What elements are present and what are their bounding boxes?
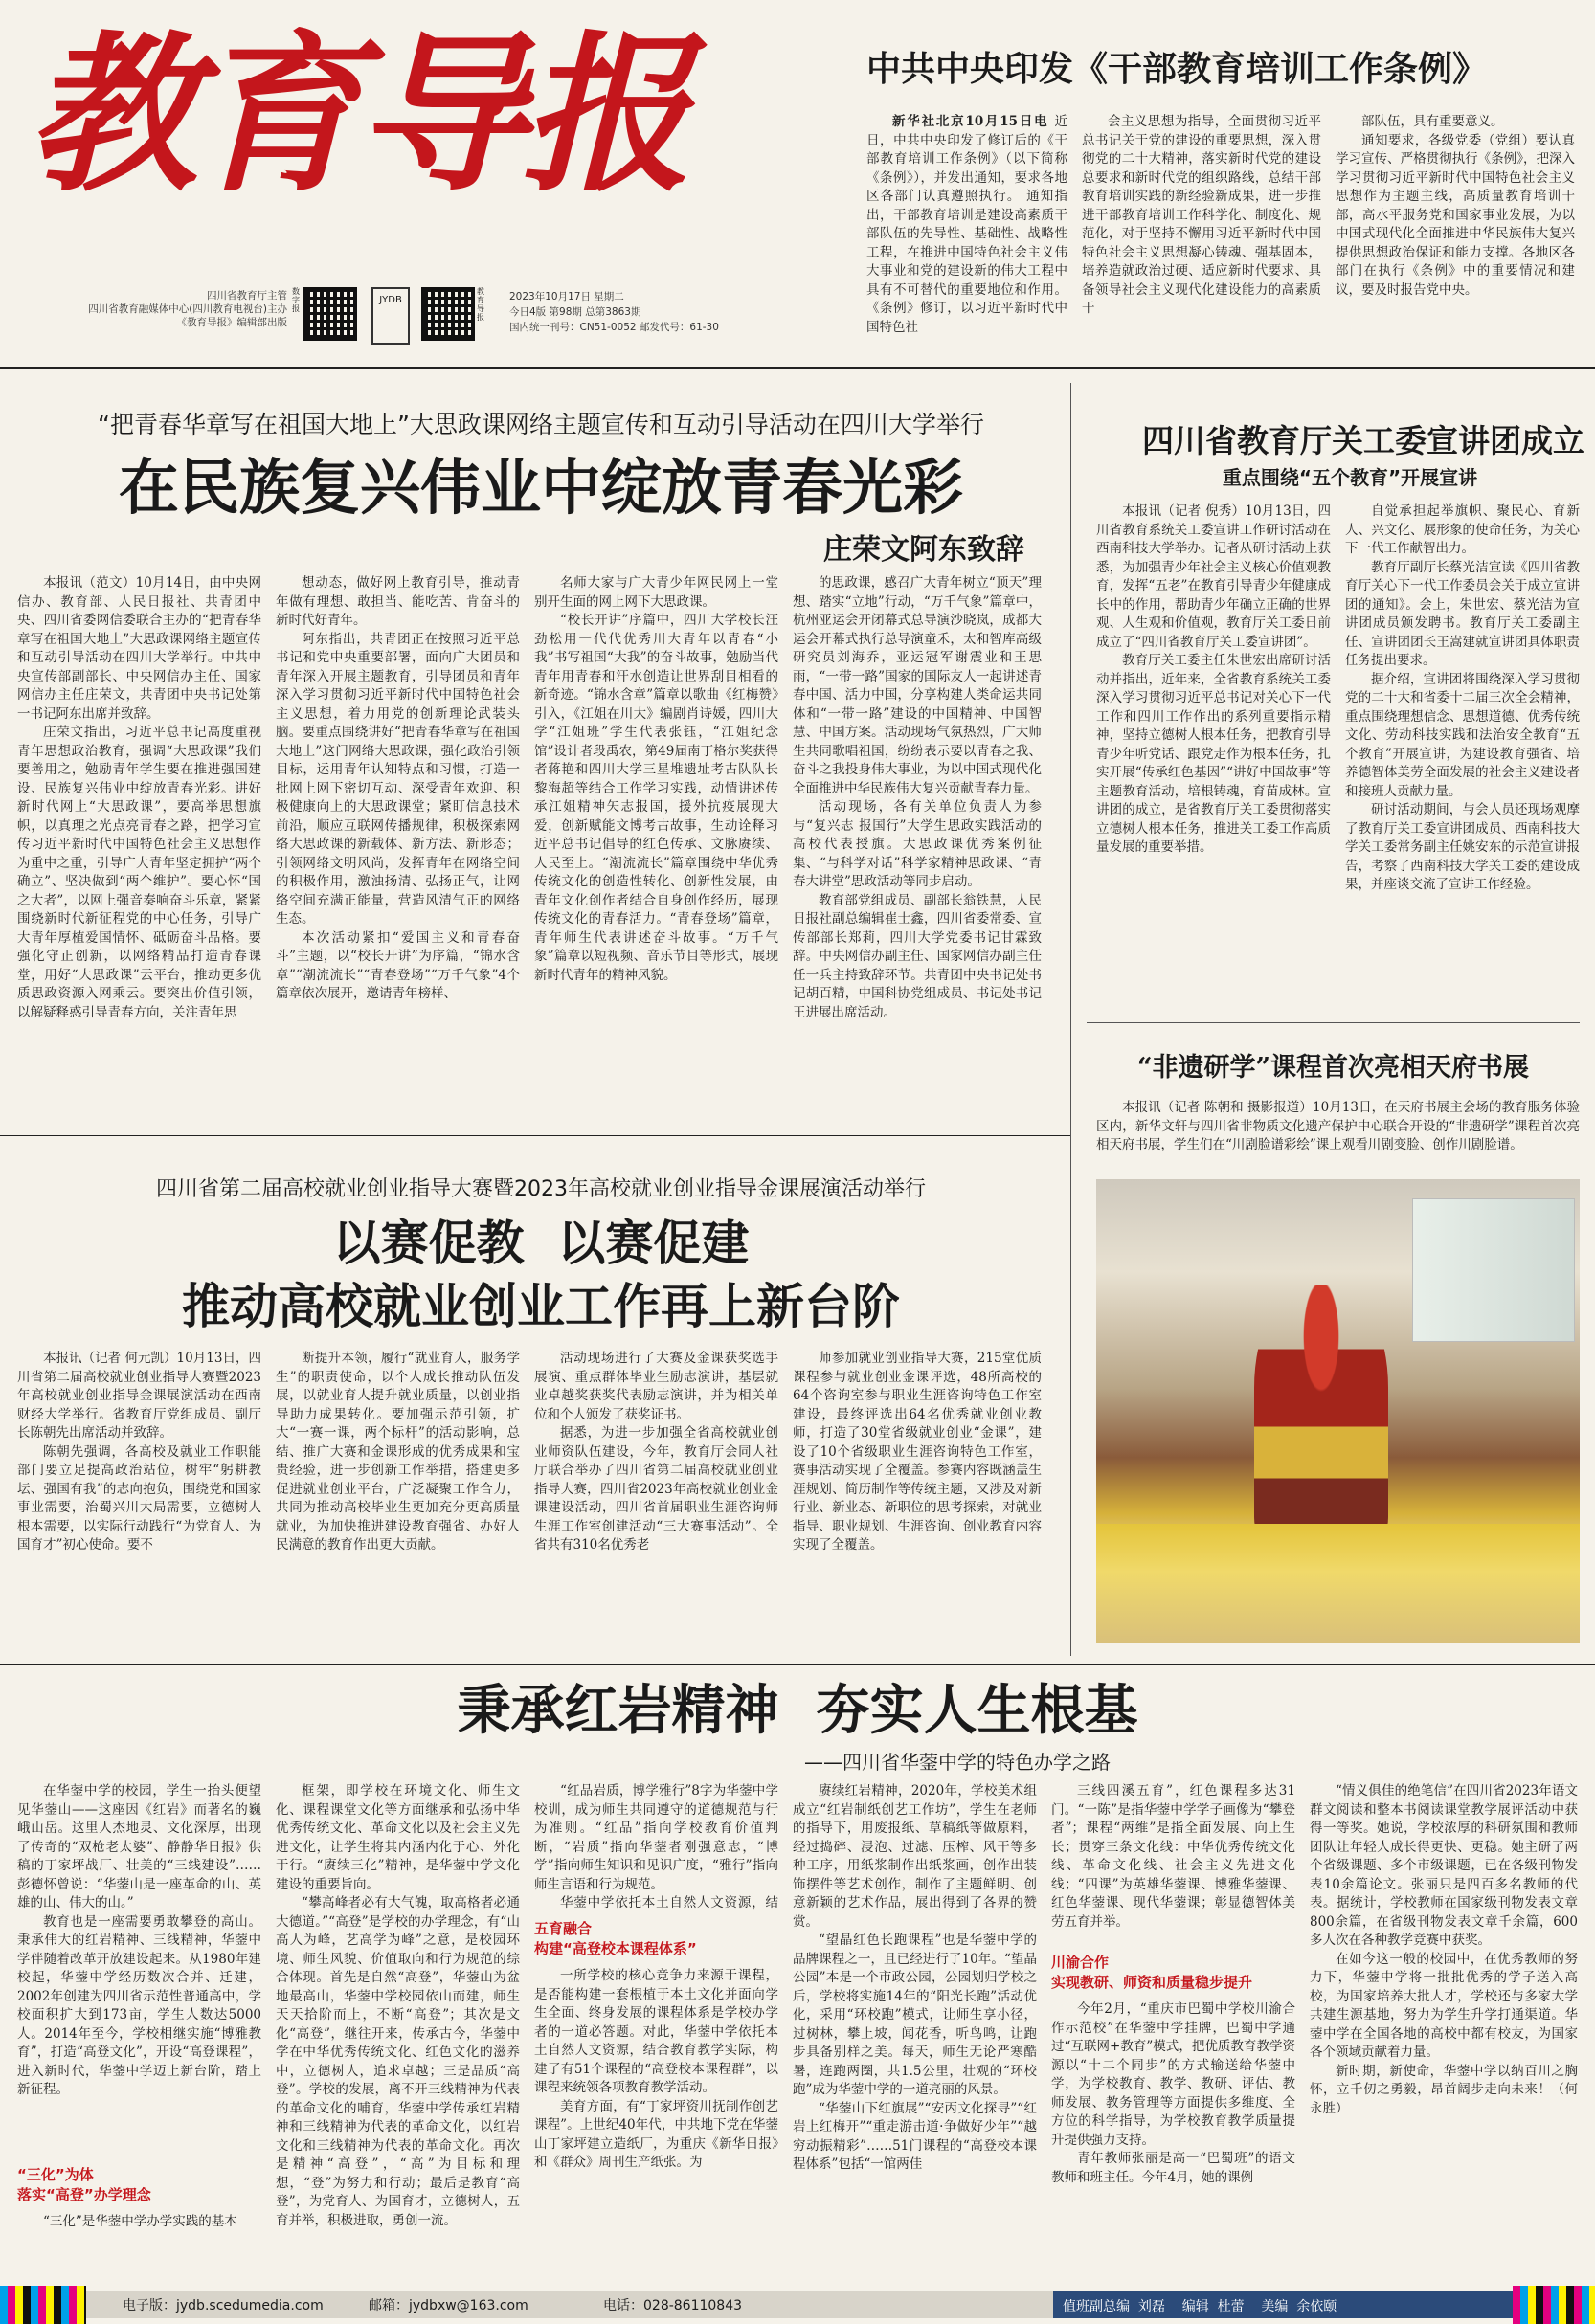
issue-number: 今日4版 第98期 总第3863期 bbox=[509, 306, 641, 318]
story5-col4 bbox=[793, 1350, 1042, 1646]
story2-text: 名师大家与广大青少年网民网上一堂别开生面的网上网下大思政课。 “校长开讲”序篇中，四川大学校长汪劲松用一代代优秀川大青年以青春“小我”书写祖国“大我”的奋斗故事，勉励当代青年用青春和汗水创造让世界刮目相看的新奇迹。“锦水含章”篇章以歌曲《红梅赞》引入，《江姐在川大》编剧肖诗媛，四川大学“江姐班”学生代表张钰，“江姐纪念馆”设计者段禹农，第49届南丁格尔奖获得者蒋艳和四川大学三星堆遗址考古队队长黎海超等结合工作学习实践，动情讲述传承江姐精神矢志报国，援外抗疫展现大爱，创新赋能文博考古故事，生动诠释习近平总书记倡导的红色传承、文脉赓续、人民至上。“潮流流长”篇章围绕中华优秀传统文化的创造性转化、创新性发展，由青年文化创作者结合自身创作经历，展现传统文化的青春活力。“青春登场”篇章，青年师生代表讲述奋斗故事。“万千气象”篇章以短视频、音乐节目等形式，展现新时代青年的精神风貌。 bbox=[534, 575, 778, 983]
qr-label: 数字报 bbox=[292, 287, 300, 313]
divider bbox=[0, 1135, 1070, 1136]
story4-photo bbox=[1096, 1179, 1580, 1643]
story5-col2 bbox=[276, 1350, 520, 1646]
story5-headline-line2: 推动高校就业创业工作再上新台阶 bbox=[182, 1278, 900, 1334]
qr-code-digital[interactable] bbox=[292, 287, 359, 345]
story1-col3 bbox=[1336, 113, 1575, 343]
qr-icon bbox=[303, 287, 357, 341]
sponsor-line: 四川省教育融媒体中心(四川教育电视台)主办 bbox=[88, 303, 287, 315]
story2-subhead: 庄荣文阿东致辞 bbox=[823, 533, 1024, 567]
story6-text: “红品岩质，博学雅行”8字为华蓥中学校训，成为师生共同遵守的道德规范与行为准则。“红品”指向学校教育价值判断，“岩质”指向华蓥者刚强意志，“博学”指向师生知识和见识广度，“雅行”指向师生言语和行为规范。 华蓥中学依托本土自然人文资源，结 bbox=[534, 1783, 778, 1911]
story5-text: 师参加就业创业指导大赛，215堂优质课程参与就业创业金课评选，48所高校的64个咨询室参与职业生涯咨询特色工作室建设，最终评选出64名优秀就业创业教师，打造了30堂省级就业创业“金课”，建设了10个省级职业生涯咨询特色工作室，赛事活动实现了全覆盖。参赛内容既涵盖生涯规划、简历制作等传统主题，又涉及对新行业、新业态、新职位的思考探索，对就业指导、职业规划、生涯咨询、创业教育内容实现了全覆盖。 bbox=[793, 1351, 1042, 1553]
story6-subhead: ——四川省华蓥中学的特色办学之路 bbox=[804, 1751, 1111, 1774]
story1-text: 部队伍，具有重要意义。 通知要求，各级党委（党组）要认真学习宣传、严格贯彻执行《条例》，把深入学习贯彻习近平新时代中国特色社会主义思想作为主题主线，高质量教育培训干部，高水平服务党和国家事业发展，为以中国式现代化全面推进中华民族伟大复兴提供思想政治保证和能力支撑。各地区各部门在执行《条例》中的重要情况和建议，要及时报告党中央。 bbox=[1336, 114, 1575, 298]
issue-info bbox=[509, 289, 749, 335]
story6-col3 bbox=[534, 1782, 778, 2280]
story3-col1 bbox=[1096, 503, 1331, 1005]
vertical-divider bbox=[1070, 383, 1071, 1656]
qr-label: 教育导报 bbox=[477, 287, 484, 322]
story3-text: 自觉承担起举旗帜、聚民心、育新人、兴文化、展形象的使命任务，为关心下一代工作献智出力。 教育厅副厅长蔡光洁宣读《四川省教育厅关心下一代工作委员会关于成立宣讲团的通知》。会上，朱世宏、蔡光洁为宣讲团成员颁发聘书。教育厅关工委副主任、宣讲团团长王嵩建就宣讲团具体职责任务提出要求。 据介绍，宣讲团将围绕深入学习贯彻党的二十大和省委十二届三次全会精神，重点围绕理想信念、思想道德、优秀传统文化、劳动科技实践和法治安全教育“五个教育”开展宣讲，为建设教育强省、培养德智体美劳全面发展的社会主义建设者和接班人贡献力量。 研讨活动期间，与会人员还现场观摩了教育厅关工委宣讲团成员、西南科技大学关工委常务副主任姚安东的示范宣讲报告，考察了西南科技大学关工委的建设成果，并座谈交流了宣讲工作经验。 bbox=[1345, 503, 1580, 892]
story3-subhead: 重点围绕“五个教育”开展宣讲 bbox=[1222, 466, 1478, 489]
story3-col2 bbox=[1345, 503, 1580, 1005]
footer-staff: 值班副总编 刘磊 编辑 杜蕾 美编 余依颐 bbox=[1053, 2291, 1513, 2318]
issue-date: 2023年10月17日 星期二 bbox=[509, 291, 624, 302]
divider bbox=[1087, 1022, 1580, 1023]
story1-text: 会主义思想为指导，全面贯彻习近平总书记关于党的建设的重要思想，深入贯彻党的二十大精神，落实新时代党的建设总要求和新时代党的组织路线，总结干部教育培训实践的新经验新成果，进一步推进干部教育培训工作科学化、制度化、规范化，对于坚持不懈用习近平新时代中国特色社会主义思想凝心铸魂、强基固本，培养造就政治过硬、适应新时代要求、具备领导社会主义现代化建设能力的高素质干 bbox=[1082, 114, 1321, 316]
story4-lead bbox=[1096, 1099, 1580, 1173]
story5-text: 本报讯（记者 何元凯）10月13日，四川省第二届高校就业创业指导大赛暨2023年高校就业创业指导金课展演活动在西南财经大学举行。省教育厅党组成员、副厅长陈朝先出席活动并致辞。 陈朝先强调，各高校及就业工作职能部门要立足提高政治站位，树牢“躬耕教坛、强国有我”的志向抱负，围绕党和国家事业需要，治蜀兴川大局需要，立德树人根本需要，以实际行动践行“为党育人、为国育才”初心使命。要不 bbox=[17, 1351, 261, 1553]
story5-kicker: 四川省第二届高校就业创业指导大赛暨2023年高校就业创业指导金课展演活动举行 bbox=[156, 1177, 926, 1201]
divider bbox=[0, 1664, 1595, 1665]
story2-kicker: “把青春华章写在祖国大地上”大思政课网络主题宣传和互动引导活动在四川大学举行 bbox=[98, 411, 984, 438]
story2-text: 的思政课，感召广大青年树立“顶天”理想、踏实“立地”行动，“万千气象”篇章中，杭州亚运会开闭幕式总导演沙晓岚，成都大运会开幕式执行总导演童禾，太和智库高级研究员刘海乔，亚运冠军谢震业和王思雨，“一带一路”国家的国际友人一起讲述青春中国、活力中国，分享构建人类命运共同体和“一带一路”建设的中国精神、中国智慧、中国方案。活动现场气氛热烈，广大师生共同歌唱祖国，纷纷表示要以青春之我、奋斗之我投身伟大事业，为以中国式现代化全面推进中华民族伟大复兴贡献青春力量。 活动现场，各有关单位负责人为参与“复兴志 报国行”大学生思政实践活动的高校代表授旗。大思政课优秀案例征集、“与科学对话”科学家精神思政课、“青春大讲堂”思政活动等同步启动。 教育部党组成员、副部长翁铁慧，人民日报社副总编辑崔士鑫，四川省委常委、宣传部部长郑莉，四川大学党委书记甘霖致辞。中央网信办副主任、国家网信办副主任任一兵主持致辞环节。共青团中央书记处书记胡百精，中国科协党组成员、书记处书记王进展出席活动。 bbox=[793, 575, 1042, 1020]
masthead-sponsor bbox=[38, 289, 287, 329]
story6-text: “情义俱佳的绝笔信”在四川省2023年语文群文阅读和整本书阅读课堂教学展评活动中获得一等奖。她说，学校浓厚的科研氛围和教师团队让年轻人成长得更快、更稳。她主研了两个省级课题、多个市级课题，已在各级刊物发表10余篇论文。张丽只是四百多名教师的代表。据统计，学校教师在国家级刊物发表文章800余篇，在省级刊物发表文章千余篇，600多人次在各种教学竞赛中获奖。 在如今这一般的校园中，在优秀教师的努力下，华蓥中学将一批批优秀的学子送入高校，为国家培养大批人才，学校还与多家大学共建生源基地，努力为学生升学打通渠道。华蓥中学在全国各地的高校中都有校友，为国家各个领域贡献着力量。 新时期，新使命，华蓥中学以纳百川之胸怀，立千仞之勇毅，昂首阔步走向未来！（何永胜） bbox=[1310, 1783, 1578, 2116]
story2-col2 bbox=[276, 574, 520, 1129]
divider bbox=[0, 367, 1595, 369]
story2-col3 bbox=[534, 574, 778, 1129]
story2-text: 想动态，做好网上教育引导，推动青年做有理想、敢担当、能吃苦、肯奋斗的新时代好青年。 阿东指出，共青团正在按照习近平总书记和党中央重要部署，面向广大团员和青年深入开展主题教育，引导团员和青年深入学习贯彻习近平新时代中国特色社会主义思想，着力用党的创新理论武装头脑。要重点围绕讲好“把青春华章写在祖国大地上”这门网络大思政课，强化政治引领目标，运用青年认知特点和习惯，打造一批网上网下密切互动、深受青年欢迎、积极健康向上的大思政课堂；紧盯信息技术前沿，顺应互联网传播规律，积极探索网络大思政课的新载体、新方法、新形态；引领网络文明风尚，发挥青年在网络空间的积极作用，激浊扬清、弘扬正气，让网络空间充满正能量，营造风清气正的网络生态。 本次活动紧扣“爱国主义和青春奋斗”主题，以“校长开讲”为序篇，“锦水含章”“潮流流长”“青春登场”“万千气象”4个篇章依次展开，邀请青年榜样、 bbox=[276, 575, 520, 1001]
footer-phone: 电话：028-86110843 bbox=[603, 2298, 743, 2313]
story6-col1 bbox=[17, 1782, 261, 2280]
story5-col3 bbox=[534, 1350, 778, 1646]
issue-registration: 国内统一刊号：CN51-0052 邮发代号：61-30 bbox=[509, 322, 719, 333]
sponsor-line: 四川省教育厅主管 bbox=[207, 290, 287, 302]
story5-text: 断提升本领，履行“就业育人，服务学生”的职责使命，以个人成长推动队伍发展，以就业育人提升就业质量，以创业指导助力成果转化。要加强示范引领，扩大“一赛一课，两个标杆”的活动影响，总结、推广大赛和金课形成的优秀成果和宝贵经验，进一步创新工作举措，搭建更多促进就业创业平台，广泛凝聚工作合力，共同为推动高校毕业生更加充分更高质量就业，为加快推进建设教育强省、办好人民满意的教育作出更大贡献。 bbox=[276, 1351, 520, 1553]
story6-text: 一所学校的核心竞争力来源于课程，是否能构建一套根植于本土文化并面向学生全面、终身发展的课程体系是学校办学者的一道必答题。对此，华蓥中学依托本土自然人文资源，结合教育教学实际，构建了有51个课程的“高登校本课程群”，以课程来统领各项教育教学活动。 美育方面，有“丁家坪资川抚制作创艺课程”。上世纪40年代，中共地下党在华蓥山丁家坪建立造纸厂，为重庆《新华日报》和《群众》周刊生产纸张。为 bbox=[534, 1968, 778, 2170]
footer bbox=[0, 2286, 1595, 2324]
story5-text: 活动现场进行了大赛及金课获奖选手展演、重点群体毕业生励志演讲，基层就业卓越奖获奖代表励志演讲，并为相关单位和个人颁发了获奖证书。 据悉，为进一步加强全省高校就业创业师资队伍建设，今年，教育厅会同人社厅联合举办了四川省第二届高校就业创业指导大赛，四川省2023年高校就业创业金课建设活动，四川省首届职业生涯咨询师生涯工作室创建活动“三大赛事活动”。全省共有310名优秀老 bbox=[534, 1351, 778, 1553]
story2-col4 bbox=[793, 574, 1042, 1129]
story6-col1-subhead: “三化”为体 落实“高登”办学理念 bbox=[17, 2166, 151, 2203]
story1-headline: 中共中央印发《干部教育培训工作条例》 bbox=[866, 49, 1488, 89]
story4-headline: “非遗研学”课程首次亮相天府书展 bbox=[1136, 1053, 1530, 1083]
story5-headline-line1: 以赛促教 以赛促建 bbox=[332, 1215, 750, 1271]
story6-text: 三线四溪五育”，红色课程多达31门。“一陈”是指华蓥中学学子画像为“攀登者”；课程“两维”是指全面发展、向上生长；贯穿三条文化线：中华优秀传统文化线、革命文化线、社会主义先进文化线；“四课”为英雄华蓥课、博雅华蓥课、红色华蓥课、现代华蓥课；彰显德智体美劳五育并举。 bbox=[1051, 1783, 1295, 1930]
story2-text: 本报讯（范文）10月14日，由中央网信办、教育部、人民日报社、共青团中央、四川省委网信委联合主办的“把青春华章写在祖国大地上”大思政课网络主题宣传和互动引导活动在四川大学举行。中共中央宣传部副部长、中央网信办主任、国家网信办主任庄荣文，共青团中央书记处第一书记阿东出席并致辞。 庄荣文指出，习近平总书记高度重视青年思想政治教育，强调“大思政课”我们要善用之，勉励青年学生要在推进强国建设、民族复兴伟业中绽放青春光彩。讲好新时代网上“大思政课”，要高举思想旗帜，以真理之光点亮青春之路，把学习宣传习近平新时代中国特色社会主义思想作为重中之重，引导广大青年坚定拥护“两个确立”、坚决做到“两个维护”。要心怀“国之大者”，以网上强音奏响奋斗乐章，紧紧围绕新时代新征程党的中心任务，引导广大青年厚植爱国情怀、砥砺奋斗品格。要强化守正创新，以网络精品打造青春课堂，用好“大思政课”云平台，推动更多优质思政资源入网乘云。要突出价值引领，以解疑释惑引导青春方向，关注青年思 bbox=[17, 575, 261, 1020]
students-group bbox=[1096, 1524, 1580, 1643]
story6-headline: 秉承红岩精神 夯实人生根基 bbox=[457, 1679, 1138, 1742]
performer-figure bbox=[1254, 1285, 1388, 1543]
story6-text: 框架，即学校在环境文化、师生文化、课程课堂文化等方面继承和弘扬中华优秀传统文化、革命文化以及社会主义先进文化，让学生将其内涵内化于心、外化于行。“赓续三化”精神，是华蓥中学文化建设的重要旨向。 “攀高峰者必有大气魄，取高格者必通大德道。”“高登”是学校的办学理念，有“山高人为峰，艺高学为峰”之意，是校园环境、师生风貌、价值取向和行为规范的综合体现。首先是自然“高登”，华蓥山为盆地最高山，华蓥中学校园依山而建，师生天天拾阶而上，不断“高登”；其次是文化“高登”，继往开来，传承古今，华蓥中学在中华优秀传统文化、红色文化的滋养中，立德树人，追求卓越；三是品质“高登”。学校的发展，离不开三线精神为代表的革命文化的哺育，华蓥中学传承红岩精神和三线精神为代表的革命文化，以红岩文化和三线精神为代表的革命文化。再次是精神“高登”，“高”为目标和理想，“登”为努力和行动；最后是教育“高登”，为党育人、为国育才，立德树人，五育并举，积极进取，勇创一流。 bbox=[276, 1783, 520, 2228]
story6-col4 bbox=[793, 1782, 1037, 2280]
sponsor-line: 《教育导报》编辑部出版 bbox=[176, 317, 287, 328]
story6-text: 赓续红岩精神，2020年，学校美术组成立“红岩制纸创艺工作坊”，学生在老师的指导下，用废报纸、草稿纸等做原料，经过捣碎、浸泡、过滤、压榨、风干等多种工序，用纸浆制作出纸浆画，创作出装饰摆件等艺术创作，制作了主题鲜明、创意新颖的艺术作品，展出得到了各界的赞赏。 “望晶红色长跑课程”也是华蓥中学的品牌课程之一，且已经进行了10年。“望晶公园”本是一个市政公园，公园划归学校之后，学校将实施14年的“阳光长跑”活动优化，采用“环校跑”模式，让师生享小径，过树林，攀上坡，闻花香，听鸟鸣，让跑步具备别样之美。每天，师生无论严寒酷暑，连跑两圈，共1.5公里，壮观的“环校跑”成为华蓥中学的一道亮丽的风景。 “华蓥山下红旗展”“安丙文化探寻”“红岩上红梅开”“重走游击道·争做好少年”“越穷动振精彩”……51门课程的“高登校本课程体系”包括“一馆两佳 bbox=[793, 1783, 1037, 2172]
story6-col5 bbox=[1051, 1782, 1295, 2280]
story6-text: “三化”是华蓥中学办学实践的基本 bbox=[43, 2214, 237, 2229]
logo-label: JYDB bbox=[379, 295, 402, 305]
story6-text: 今年2月，“重庆市巴蜀中学校川渝合作示范校”在华蓥中学挂牌，巴蜀中学通过“互联网+教育”模式，把优质教育教学资源以“十二个同步”的方式输送给华蓥中学，为学校教育、教学、教研、评估、教师发展、教务管理等方面提供多维度、全方位的科学指导，为学校教育教学质量提升提供强力支持。 青年教师张丽是高一“巴蜀班”的语文教师和班主任。今年4月，她的课例 bbox=[1051, 2001, 1295, 2185]
color-bar bbox=[0, 2286, 86, 2324]
color-bar bbox=[1513, 2286, 1595, 2324]
story6-col5-subhead: 川渝合作 实现教研、师资和质量稳步提升 bbox=[1051, 1954, 1253, 1991]
story6-col6 bbox=[1310, 1782, 1578, 2280]
story1-col2 bbox=[1082, 113, 1321, 343]
story6-col2 bbox=[276, 1782, 520, 2280]
story6-text: 在华蓥中学的校园，学生一抬头便望见华蓥山——这座因《红岩》而著名的巍峨山岳。这里人杰地灵、文化深厚，出现了传奇的“双枪老太婆”、静静华日报》供稿的丁家坪战厂、壮美的“三线建设”……彭德怀曾说：“华蓥山是一座革命的山、英雄的山、伟大的山。” 教育也是一座需要勇敢攀登的高山。秉承伟大的红岩精神、三线精神，华蓥中学伴随着改革开放建设起来。从1980年建校起，华蓥中学经历数次合并、迁建，2002年创建为四川省示范性普通高中，学校面积扩大到173亩，学生人数达5000人。2014年至今，学校相继实施“博雅教育”，打造“高登文化”，开设“高登课程”，进入新时代，华蓥中学迈上新台阶，踏上新征程。 bbox=[17, 1783, 261, 2097]
qr-code-wechat[interactable] bbox=[421, 287, 488, 345]
footer-website[interactable]: 电子版：jydb.scedumedia.com bbox=[123, 2298, 324, 2313]
footer-email[interactable]: 邮箱：jydbxw@163.com bbox=[369, 2298, 528, 2313]
story2-col1 bbox=[17, 574, 261, 1129]
masthead-title: 教育导报 bbox=[27, 14, 685, 214]
story6-col3-subhead: 五育融合 构建“高登校本课程体系” bbox=[534, 1920, 697, 1957]
story3-headline: 四川省教育厅关工委宣讲团成立 bbox=[1142, 422, 1584, 459]
story3-text: 本报讯（记者 倪秀）10月13日，四川省教育系统关工委宣讲工作研讨活动在西南科技大学举办。记者从研讨活动上获悉，为加强青少年社会主义核心价值观教育，发挥“五老”在教育引导青少年健康成长中的作用，帮助青少年确立正确的世界观、人生观和价值观，教育厅关工委日前成立了“四川省教育厅关工委宣讲团”。 教育厅关工委主任朱世宏出席研讨活动并指出，近年来，全省教育系统关工委深入学习贯彻习近平总书记对关心下一代工作和四川工作作出的系列重要指示精神，坚持立德树人根本任务，把教育引导青少年听党话、跟党走作为根本任务，扎实开展“传承红色基因”“讲好中国故事”等主题教育活动，培根铸魂，育苗成林。宣讲团的成立，是省教育厅关工委贯彻落实立德树人根本任务，推进关工委工作高质量发展的重要举措。 bbox=[1096, 503, 1331, 855]
qr-icon bbox=[421, 287, 475, 341]
story2-headline: 在民族复兴伟业中绽放青春光彩 bbox=[119, 452, 963, 523]
story1-col1 bbox=[866, 113, 1067, 343]
logo-jydb bbox=[371, 287, 410, 345]
story1-dateline: 新华社北京10月15日电 bbox=[892, 114, 1049, 129]
story4-text: 本报讯（记者 陈朝和 摄影报道）10月13日，在天府书展主会场的教育服务体验区内，新华文轩与四川省非物质文化遗产保护中心联合开设的“非遗研学”课程首次亮相天府书展，学生们在“川剧脸谱彩绘”课上观看川剧变脸、创作川剧脸谱。 bbox=[1096, 1100, 1580, 1152]
story5-col1 bbox=[17, 1350, 261, 1646]
story1-text: 近日，中共中央印发了修订后的《干部教育培训工作条例》（以下简称《条例》），并发出通知，要求各地区各部门认真遵照执行。 通知指出，干部教育培训是建设高素质干部队伍的先导性、基础性、战略性工程，在推进中国特色社会主义伟大事业和党的建设新的伟大工程中具有不可替代的重要地位和作用。《条例》修订，以习近平新时代中国特色社 bbox=[866, 114, 1067, 335]
booth-background bbox=[1412, 1198, 1575, 1342]
